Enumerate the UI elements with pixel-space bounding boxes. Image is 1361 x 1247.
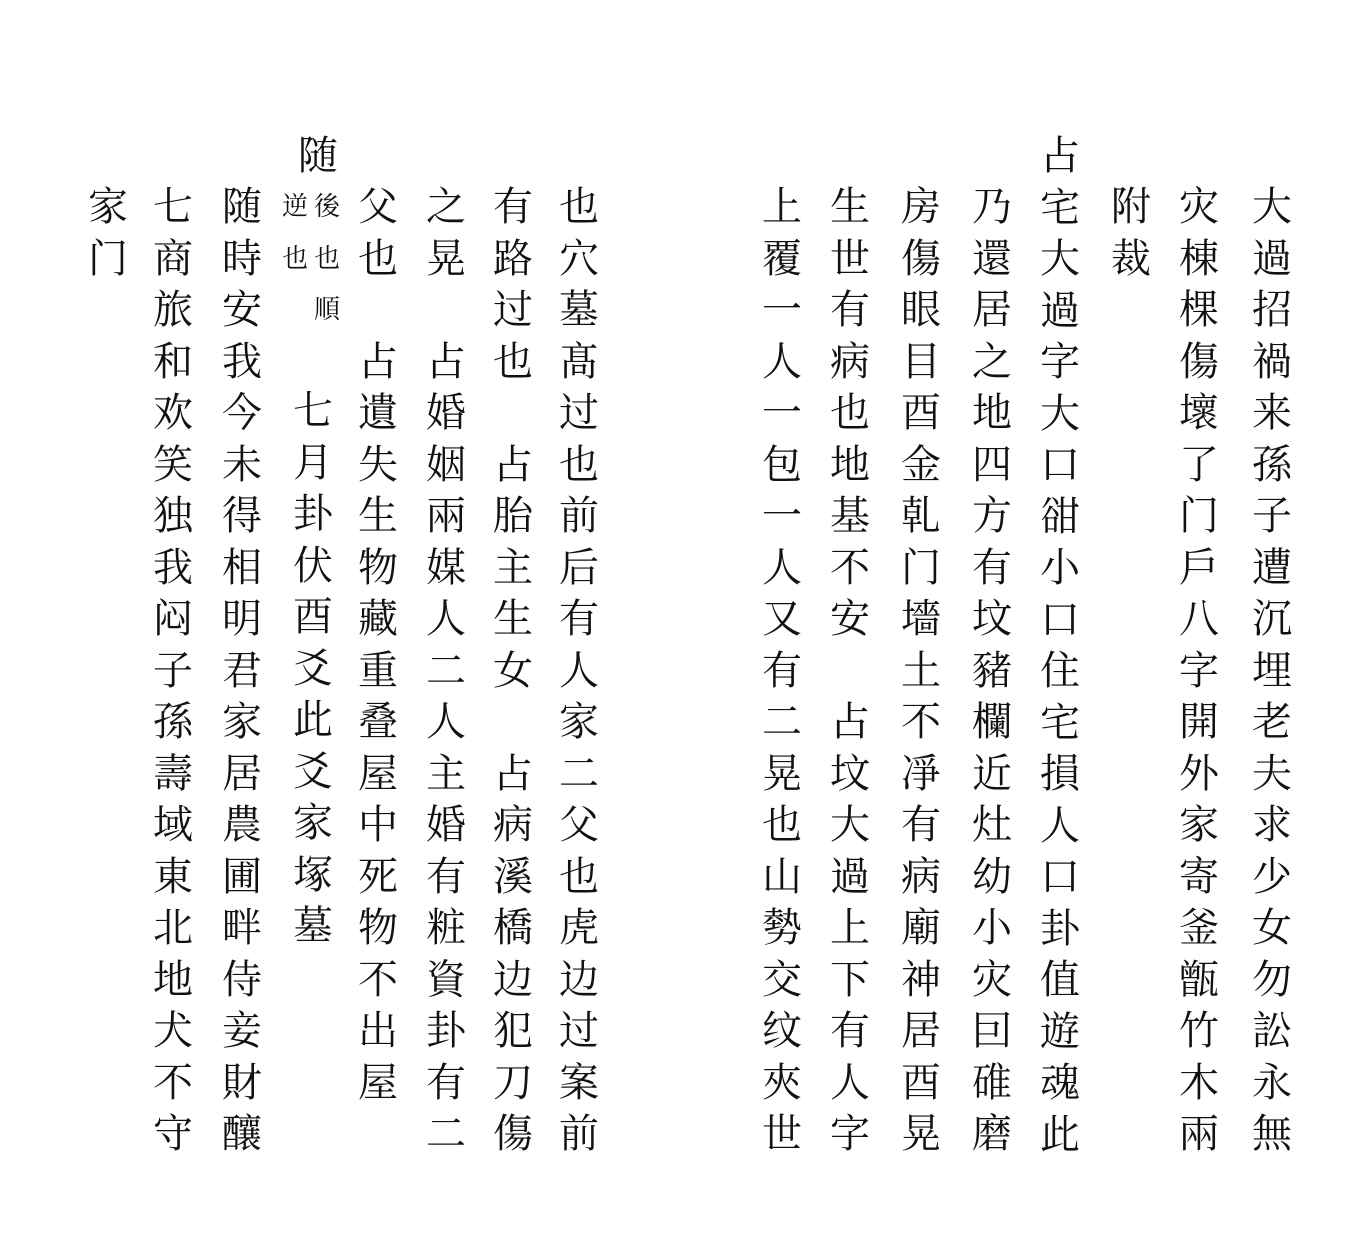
text-column-r2: 灾 棟 棵 傷 壞 了 门 戶 八 字 開 外 家 寄 釜 甑 竹 木 兩 [1179, 184, 1219, 1157]
hexagram-heading: 随 [298, 133, 338, 179]
text-column-l4: 父 也 占 遺 失 生 物 藏 重 叠 屋 中 死 物 不 出 屋 [358, 184, 398, 1106]
text-column-l5: 七 月 卦 伏 酉 爻 此 爻 家 塚 墓 [293, 388, 333, 949]
annotation-column-a: 後 也 順 [313, 192, 340, 325]
text-column-r6: 房 傷 眼 目 酉 金 乹 门 墻 土 不 凈 有 病 廟 神 居 酉 晃 [901, 184, 941, 1157]
text-column-r5: 乃 還 居 之 地 四 方 有 坟 豬 欄 近 灶 幼 小 灾 囙 碓 磨 [972, 184, 1012, 1157]
annotation-column-b: 逆 也 [281, 192, 308, 274]
text-column-l2: 有 路 过 也 占 胎 主 生 女 占 病 溪 橋 边 犯 刀 傷 [493, 184, 533, 1157]
text-column-l6: 随 時 安 我 今 未 得 相 明 君 家 居 農 圃 畔 侍 妾 財 釀 [222, 184, 262, 1157]
text-column-r8: 上 覆 一 人 一 包 一 人 又 有 二 晃 也 山 勢 交 纹 夾 世 [762, 184, 802, 1157]
text-column-r4: 占 宅 大 過 字 大 口 𧮳 小 口 住 宅 損 人 口 卦 值 遊 魂 此 [1040, 133, 1080, 1158]
text-column-r1: 大 過 招 禍 来 孫 子 遭 沉 埋 老 夫 求 少 女 勿 訟 永 無 [1252, 184, 1292, 1157]
text-column-l8: 家 门 [88, 184, 128, 282]
text-column-l3: 之 晃 占 婚 姻 兩 媒 人 二 人 主 婚 有 粧 資 卦 有 二 [426, 184, 466, 1157]
text-column-l7: 七 商 旅 和 欢 笑 独 我 闷 子 孫 壽 域 東 北 地 犬 不 守 [153, 184, 193, 1157]
text-column-l1: 也 穴 墓 髙 过 也 前 后 有 人 家 二 父 也 虎 边 过 案 前 [559, 184, 599, 1157]
text-column-r7: 生 世 有 病 也 地 基 不 安 占 坟 大 過 上 下 有 人 字 [830, 184, 870, 1157]
text-column-r3-heading: 附 裁 [1111, 184, 1151, 282]
